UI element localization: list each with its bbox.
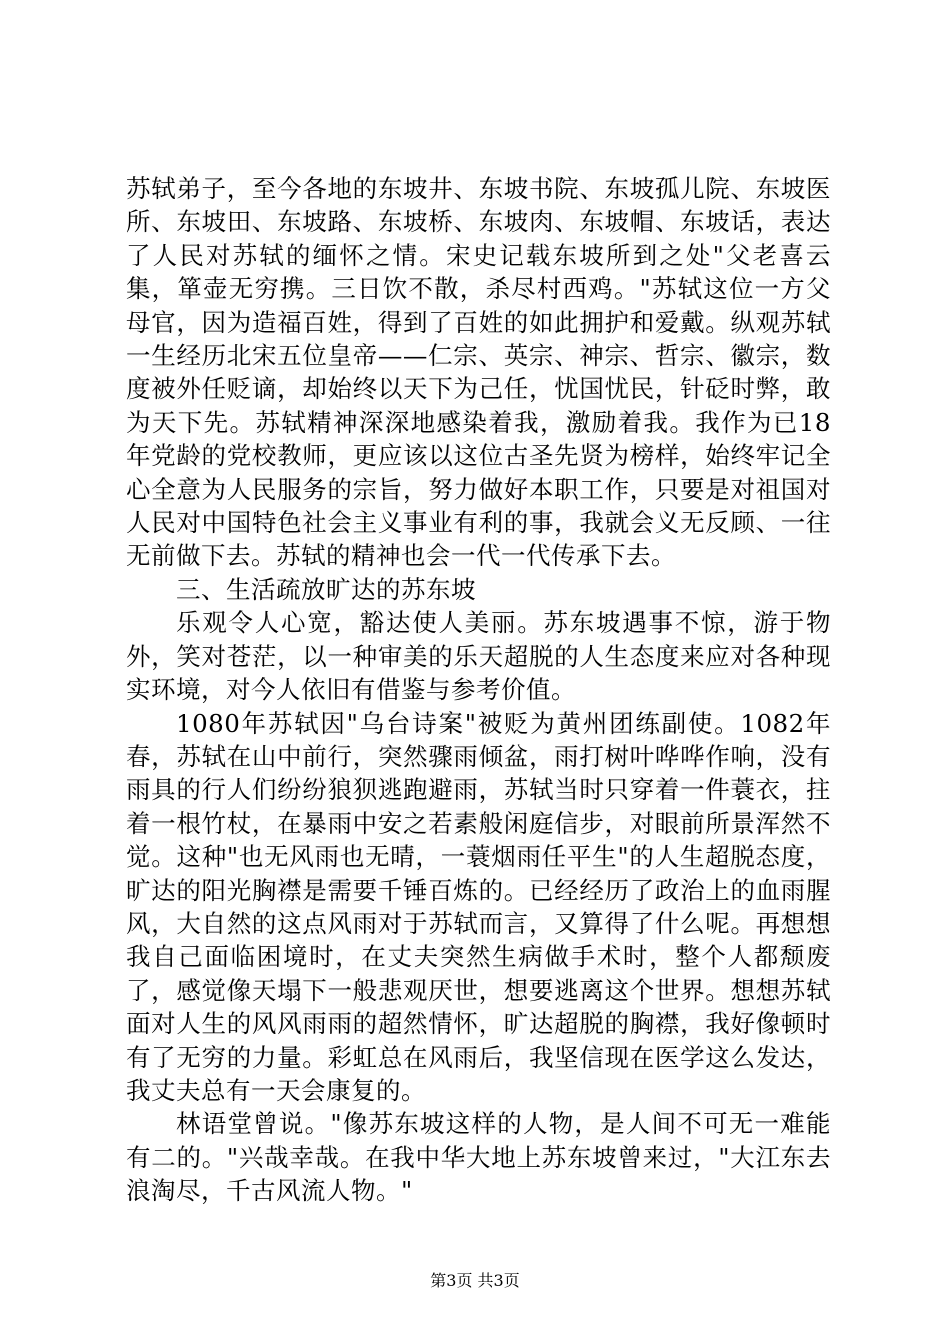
section-heading: 三、生活疏放旷达的苏东坡 xyxy=(176,574,476,604)
paragraph-lin-yutang: 林语堂曾说。"像苏东坡这样的人物，是人间不可无一难能有二的。"兴哉幸哉。在我中华大地上苏东坡曾来过，"大江东去浪淘尽，千古风流人物。" xyxy=(126,1109,831,1206)
paragraph-story-1080: 1080年苏轼因"乌台诗案"被贬为黄州团练副使。1082年春，苏轼在山中前行，突然骤雨倾盆，雨打树叶哗哗作响，没有雨具的行人们纷纷狼狈逃跑避雨，苏轼当时只穿着一件蓑衣，拄着一根竹杖，在暴雨中安之若素般闲庭信步，对眼前所景浑然不觉。这种"也无风雨也无晴，一蓑烟雨任平生"的人生超脱态度，旷达的阳光胸襟是需要千锤百炼的。已经经历了政治上的血雨腥风，大自然的这点风雨对于苏轼而言，又算得了什么呢。再想想我自己面临困境时，在丈夫突然生病做手术时，整个人都颓废了，感觉像天塌下一般悲观厌世，想要逃离这个世界。想想苏轼面对人生的风风雨雨的超然情怀，旷达超脱的胸襟，我好像顿时有了无穷的力量。彩虹总在风雨后，我坚信现在医学这么发达，我丈夫总有一天会康复的。 xyxy=(126,708,831,1105)
page-number-label: 第3页 共3页 xyxy=(430,1271,520,1290)
document-body xyxy=(126,172,831,1208)
page-footer xyxy=(0,1271,950,1291)
paragraph-optimism: 乐观令人心宽，豁达使人美丽。苏东坡遇事不惊，游于物外，笑对苍茫，以一种审美的乐天超脱的人生态度来应对各种现实环境，对今人依旧有借鉴与参考价值。 xyxy=(126,608,831,705)
paragraph-continuation: 苏轼弟子，至今各地的东坡井、东坡书院、东坡孤儿院、东坡医所、东坡田、东坡路、东坡桥、东坡肉、东坡帽、东坡话，表达了人民对苏轼的缅怀之情。宋史记载东坡所到之处"父老喜云集，箪壶无穷携。三日饮不散，杀尽村西鸡。"苏轼这位一方父母官，因为造福百姓，得到了百姓的如此拥护和爱戴。纵观苏轼一生经历北宋五位皇帝——仁宗、英宗、神宗、哲宗、徽宗，数度被外任贬谪，却始终以天下为己任，忧国忧民，针砭时弊，敢为天下先。苏轼精神深深地感染着我，激励着我。我作为已18年党龄的党校教师，更应该以这位古圣先贤为榜样，始终牢记全心全意为人民服务的宗旨，努力做好本职工作，只要是对祖国对人民对中国特色社会主义事业有利的事，我就会义无反顾、一往无前做下去。苏轼的精神也会一代一代传承下去。 xyxy=(126,174,831,571)
